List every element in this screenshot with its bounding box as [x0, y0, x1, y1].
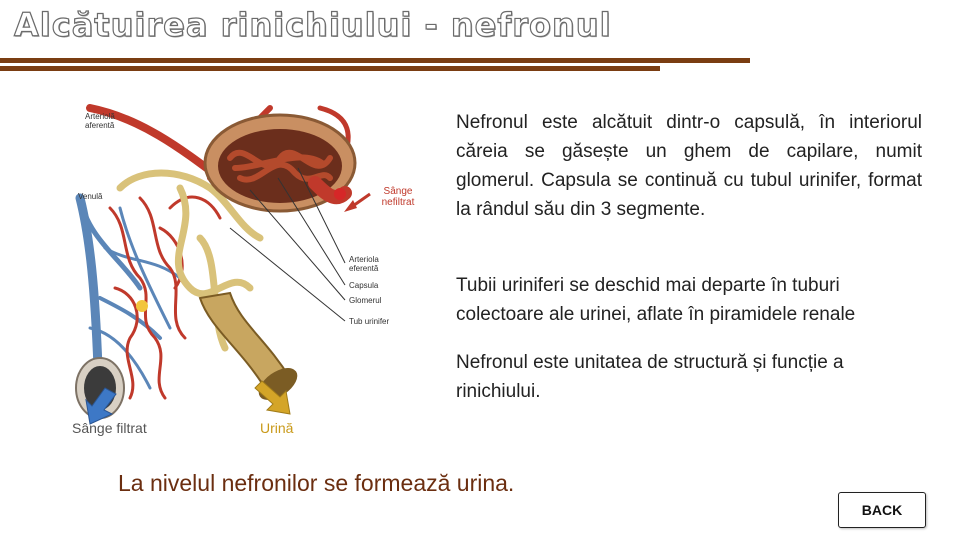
unfiltered-blood-marker — [334, 188, 346, 200]
label-urinary-tubule: Tub urinifer — [349, 317, 390, 326]
title-underline-bottom — [0, 66, 660, 71]
collecting-duct — [200, 293, 303, 406]
label-efferent-arteriole: Arteriola eferentă — [349, 255, 379, 273]
page-title: Alcătuirea rinichiului - nefronul — [14, 6, 612, 44]
label-afferent-arteriole: Arteriolă aferentă — [85, 112, 115, 130]
label-venule: Venulă — [78, 192, 103, 201]
paragraph-nephron-function: Nefronul este unitatea de structură și funcție a rinichiului. — [456, 352, 844, 402]
title-underline-top — [0, 58, 750, 63]
label-unfiltered-blood: Sânge nefiltrat — [381, 186, 415, 208]
back-button[interactable]: BACK — [838, 492, 926, 528]
collecting-point-marker — [136, 300, 148, 312]
label-filtered-blood: Sânge filtrat — [72, 420, 147, 436]
nephron-diagram — [60, 88, 440, 428]
summary-statement: La nivelul nefronilor se formează urina. — [118, 470, 515, 496]
label-capsule: Capsula — [349, 281, 379, 290]
label-glomerulus: Glomerul — [349, 296, 382, 305]
label-urine: Urină — [260, 420, 294, 436]
bowman-capsule — [205, 115, 355, 211]
paragraph-nephron-structure: Nefronul este alcătuit dintr-o capsulă, în interiorul căreia se găsește un ghem de capilare, numit glomerul. Capsula se continuă cu tubul urinifer, format la rândul său din 3 segmente. — [456, 112, 922, 220]
paragraph-collecting-ducts: Tubii uriniferi se deschid mai departe în tuburi colectoare ale urinei, aflate în piramidele renale — [456, 275, 856, 325]
